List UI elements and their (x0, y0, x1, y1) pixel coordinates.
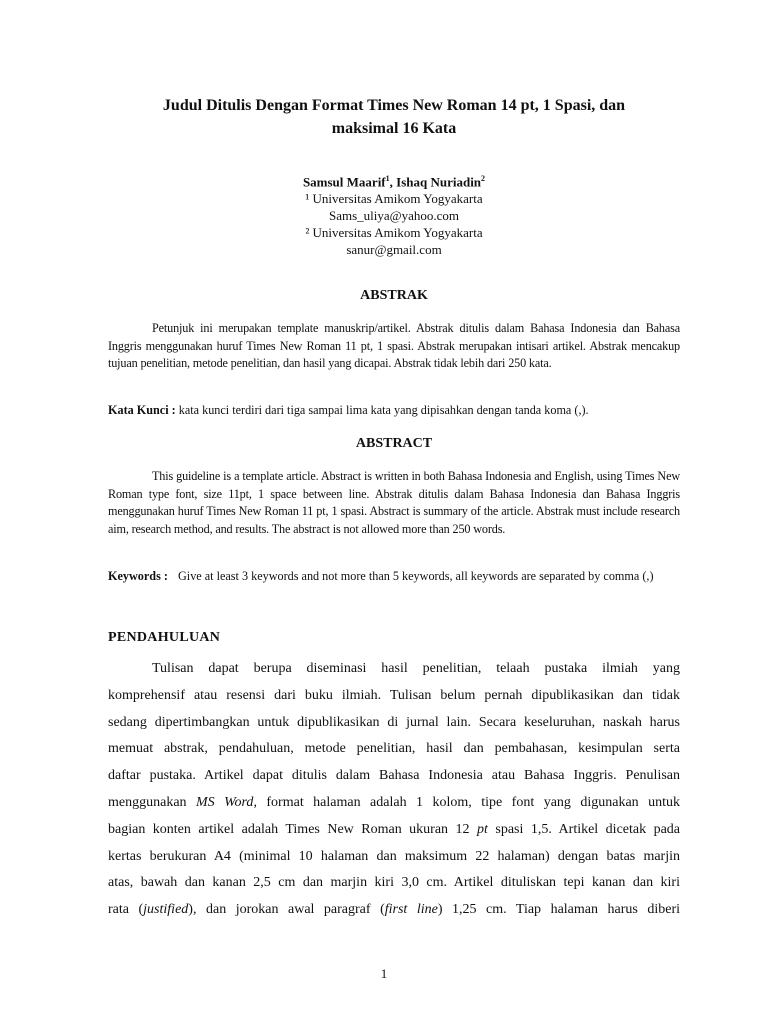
body-line-10-b: ), dan jorokan awal paragraf ( (188, 902, 385, 918)
pendahuluan-heading: PENDAHULUAN (108, 630, 221, 645)
title-line-2: maksimal 16 Kata (331, 120, 457, 137)
body-line-6-b: , format halaman adalah 1 kolom, tipe font yang digunakan untuk (253, 794, 681, 810)
email-1: Sams_uliya@yahoo.com (328, 208, 460, 224)
author-2-sup: 2 (481, 174, 486, 183)
page-number: 1 (380, 966, 388, 981)
keywords-label: Keywords : (108, 569, 168, 583)
abstract-paragraph (108, 468, 680, 538)
body-line-10-em2: first line (384, 902, 438, 918)
body-line-7 (108, 817, 680, 844)
body-line-8: kertas berukuran A4 (minimal 10 halaman dan maksimum 22 halaman) dengan batas marjin (108, 848, 680, 864)
paper-title (108, 94, 680, 140)
kata-kunci-text: kata kunci terdiri dari tiga sampai lima kata yang dipisahkan dengan tanda koma (,). (175, 403, 589, 417)
pendahuluan-body (108, 656, 680, 924)
title-line-1: Judul Ditulis Dengan Format Times New Roman 14 pt, 1 Spasi, dan (162, 97, 626, 114)
body-line-1 (108, 656, 680, 683)
body-line-7-b: spasi 1,5. Artikel dicetak pada (487, 821, 680, 837)
kata-kunci-line (108, 402, 680, 420)
body-line-9: atas, bawah dan kanan 2,5 cm dan marjin kiri 3,0 cm. Artikel dituliskan tepi kanan dan kiri (108, 875, 680, 891)
body-line-10 (108, 897, 680, 924)
email-2: sanur@gmail.com (346, 242, 442, 258)
author-1-sup: 1 (385, 174, 390, 183)
affiliation-1: ¹ Universitas Amikom Yogyakarta (305, 191, 483, 207)
body-line-1-text: Tulisan dapat berupa diseminasi hasil penelitian, telaah pustaka ilmiah yang (152, 661, 680, 676)
body-line-7-a: bagian konten artikel adalah Times New Roman ukuran 12 (108, 821, 477, 837)
body-line-3: sedang dipertimbangkan untuk dipublikasikan di jurnal lain. Secara keseluruhan, naskah harus (108, 714, 680, 730)
body-line-2: komprehensif atau resensi dari buku ilmiah. Tulisan belum pernah dipublikasikan dan tidak (108, 687, 680, 703)
author-separator: , (389, 174, 397, 190)
author-1: Samsul Maarif (302, 174, 386, 190)
author-2: Ishaq Nuriadin (396, 174, 482, 190)
author-block (108, 170, 680, 258)
keywords-text: Give at least 3 keywords and not more than 5 keywords, all keywords are separated by comma (,) (178, 569, 654, 583)
abstract-heading: ABSTRACT (355, 436, 433, 451)
abstrak-paragraph (108, 320, 680, 373)
abstract-text: This guideline is a template article. Abstract is written in both Bahasa Indonesia and English, using Times New Roman type font, size 11pt, 1 space between line. Abstrak ditulis dalam Bahasa Indonesia dan Bahasa Inggris menggunakan huruf Times New Roman 11 pt, 1 spasi. Abstract is summary of the article. Abstrak must include research aim, research method, and results. The abstract is not allowed more than 250 words. (108, 469, 680, 536)
body-line-5: daftar pustaka. Artikel dapat ditulis dalam Bahasa Indonesia atau Bahasa Inggris. Penulisan (108, 768, 680, 784)
abstrak-text: Petunjuk ini merupakan template manuskrip/artikel. Abstrak ditulis dalam Bahasa Indonesia dan Bahasa Inggris menggunakan huruf Times New Roman 11 pt, 1 spasi. Abstrak merupakan intisari artikel. Abstrak mencakup tujuan penelitian, metode penelitian, dan hasil yang dicapai. Abstrak tidak lebih dari 250 kata. (108, 321, 680, 370)
body-line-7-em: pt (477, 821, 488, 837)
abstrak-heading: ABSTRAK (360, 288, 428, 303)
kata-kunci-label: Kata Kunci : (108, 403, 176, 417)
body-line-10-a: rata ( (108, 902, 144, 918)
body-line-4: memuat abstrak, pendahuluan, metode penelitian, hasil dan pembahasan, kesimpulan serta (108, 741, 680, 757)
affiliation-2: ² Universitas Amikom Yogyakarta (305, 225, 483, 241)
body-line-6 (108, 790, 680, 817)
body-line-6-a: menggunakan (108, 794, 196, 810)
body-line-10-c: ) 1,25 cm. Tiap halaman harus diberi (437, 902, 681, 918)
author-names (108, 170, 680, 190)
body-line-6-em: MS Word (196, 794, 254, 810)
body-line-10-em1: justified (143, 902, 189, 918)
